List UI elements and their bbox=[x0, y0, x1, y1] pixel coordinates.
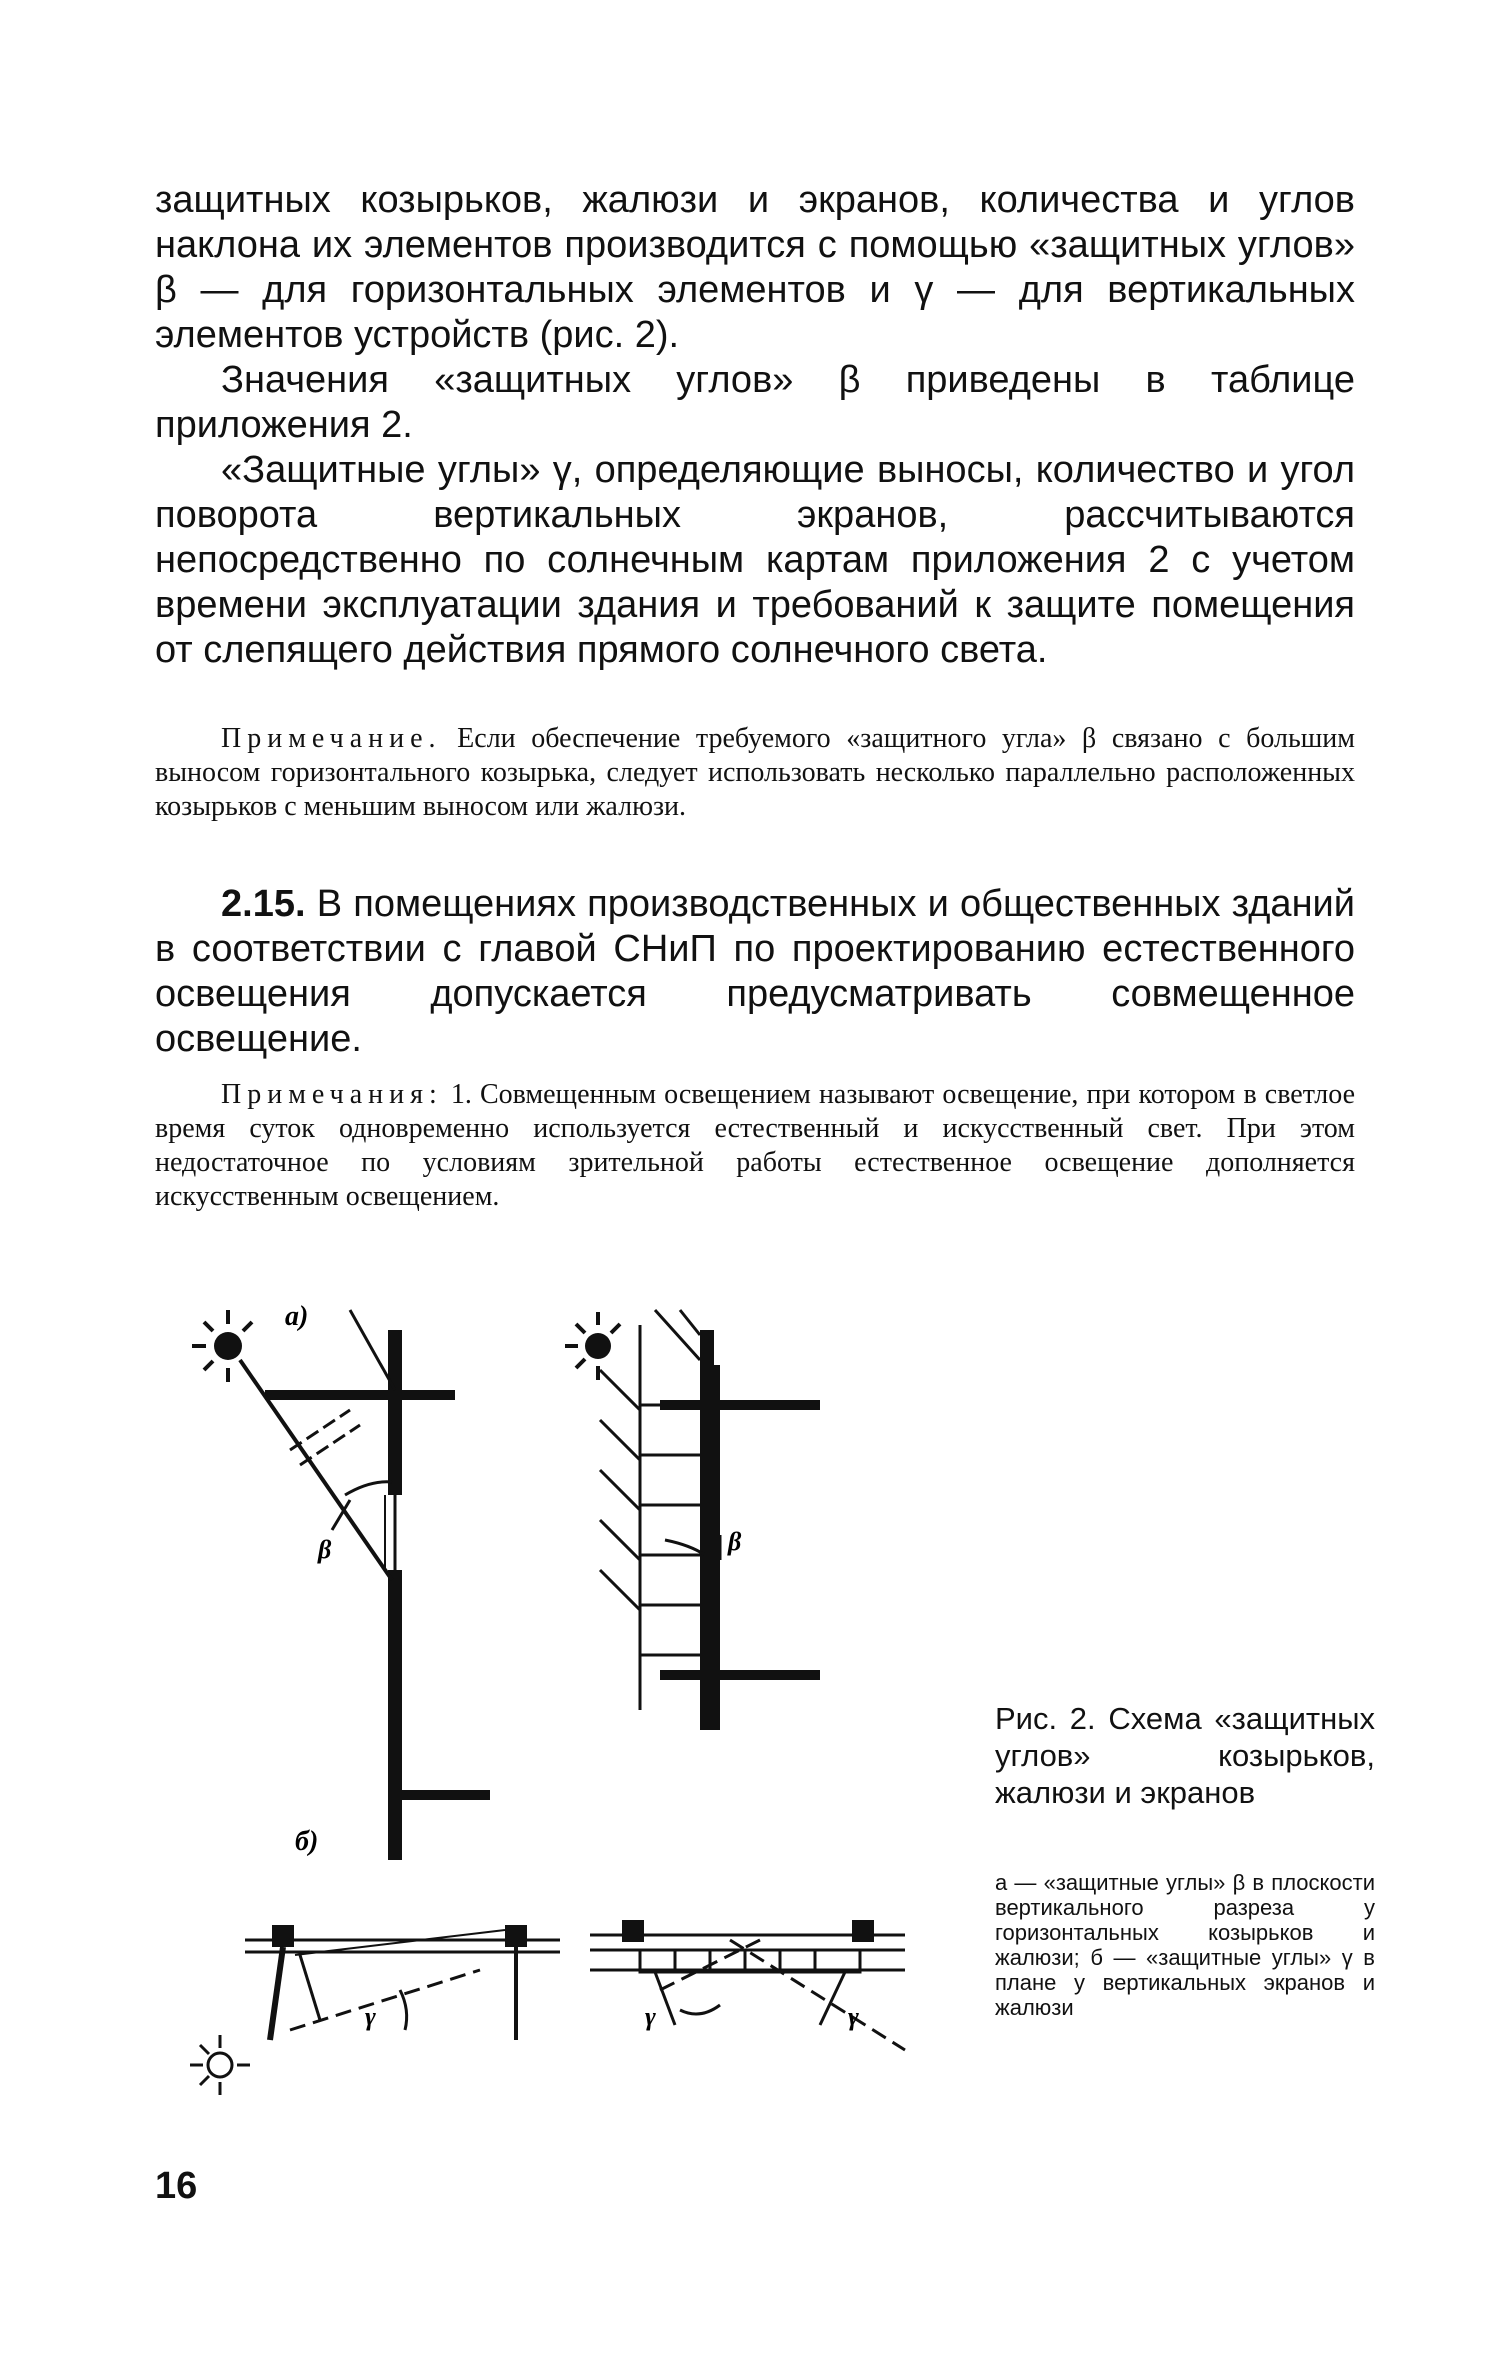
note-1 bbox=[155, 722, 1355, 824]
note-1-label: Примечание. bbox=[221, 723, 442, 754]
label-a: а) bbox=[285, 1301, 309, 1332]
label-beta-a2: β bbox=[728, 1527, 742, 1556]
figure-caption-legend: а — «защитные углы» β в плоскости вертикального разреза у горизонтальных козырьков и жалюзи; б — «защитные углы» γ в плане у вертикальных экранов и жалюзи bbox=[995, 1870, 1375, 2020]
label-gamma-b2: γ bbox=[645, 2002, 656, 2031]
paragraph-beta-values: Значения «защитных углов» β приведены в таблице приложения 2. bbox=[155, 359, 1355, 446]
diagram-a-louvres bbox=[600, 1310, 820, 1730]
page-number: 16 bbox=[155, 2165, 198, 2207]
label-gamma-b3: γ bbox=[848, 2002, 859, 2031]
label-beta-a1: β bbox=[318, 1535, 332, 1564]
section-text: В помещениях производственных и общественных зданий в соответствии с главой СНиП по проектированию естественного освещения допускается предусматривать совмещенное освещение. bbox=[155, 883, 1356, 1060]
note-2-text: 1. Совмещенным освещением называют освещение, при котором в светлое время суток одновременно используется естественный и искусственный свет. При этом недостаточное по условиям зрительной работы естественное освещение дополняется искусственным освещением. bbox=[155, 1079, 1355, 1212]
figure-caption-title: Рис. 2. Схема «защитных углов» козырьков, жалюзи и экранов bbox=[995, 1701, 1375, 1810]
diagram-a-canopy bbox=[240, 1310, 490, 1860]
note-2-label: Примечания: bbox=[221, 1079, 443, 1110]
sun-icon bbox=[190, 2035, 250, 2095]
sun-icon bbox=[192, 1310, 252, 1382]
note-2 bbox=[155, 1078, 1355, 1214]
diagram-b-screens bbox=[245, 1925, 560, 2040]
section-2-15 bbox=[155, 882, 1355, 1062]
label-gamma-b1: γ bbox=[365, 2002, 376, 2031]
sun-icon bbox=[565, 1312, 620, 1380]
label-b: б) bbox=[295, 1826, 319, 1857]
paragraph-gamma-angles: «Защитные углы» γ, определяющие выносы, количество и угол поворота вертикальных экранов, рассчитываются непосредственно по солнечным картам приложения 2 с учетом времени эксплуатации здания и требований к защите помещения от слепящего действия прямого солнечного света. bbox=[155, 449, 1355, 671]
section-number: 2.15. bbox=[221, 883, 306, 925]
note-1-text: Если обеспечение требуемого «защитного угла» β связано с большим выносом горизонтального козырька, следует использовать несколько параллельно расположенных козырьков с меньшим выносом или жалюзи. bbox=[155, 723, 1355, 822]
figure-2-diagram bbox=[0, 1290, 1000, 2190]
paragraph-protective-angles: защитных козырьков, жалюзи и экранов, количества и углов наклона их элементов производится с помощью «защитных углов» β — для горизонтальных элементов и γ — для вертикальных элементов устройств (рис. 2). bbox=[155, 179, 1355, 356]
